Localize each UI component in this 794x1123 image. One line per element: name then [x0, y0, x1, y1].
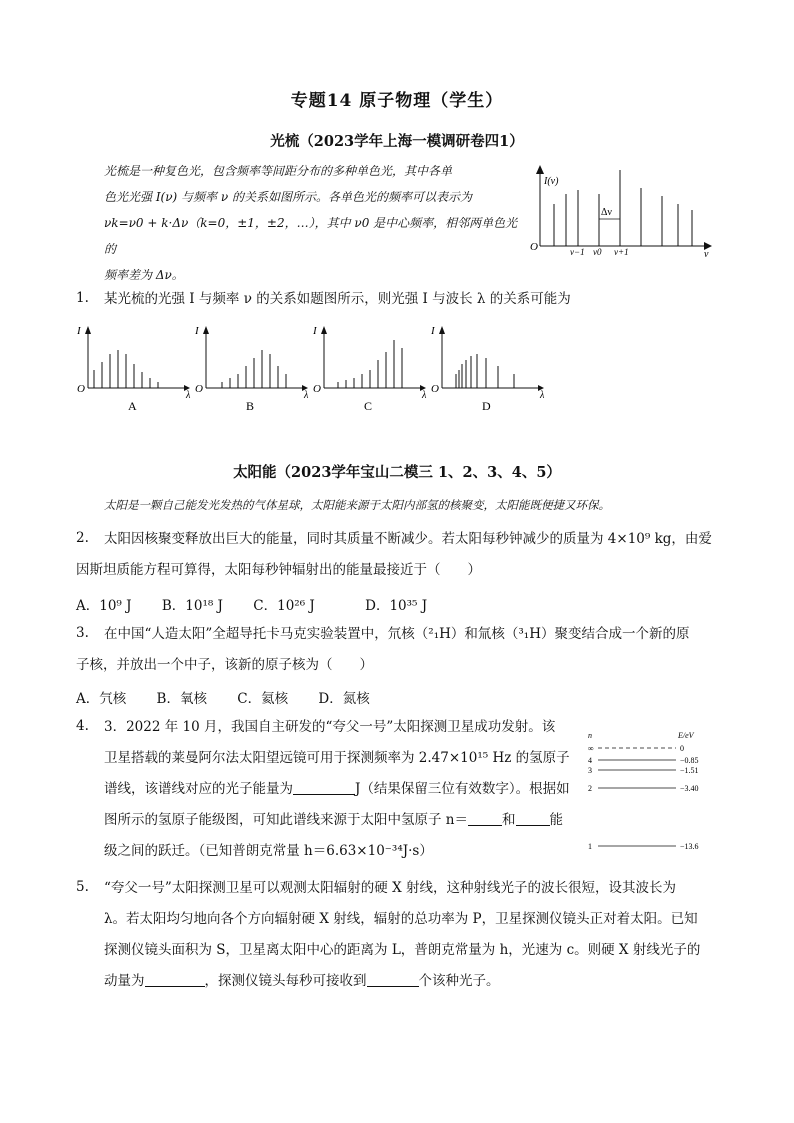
levels-e-header: E/eV	[678, 731, 694, 740]
x-axis-label: λ	[186, 390, 191, 401]
option-label: C	[364, 399, 373, 413]
tick-label: ν+1	[614, 247, 629, 257]
q1-text: 某光梳的光强 I 与频率 ν 的关系如题图所示，则光强 I 与波长 λ 的关系可能为	[104, 291, 571, 307]
option-label: D	[482, 399, 491, 413]
question-number: 1.	[76, 290, 89, 306]
q4-line4: 图所示的氢原子能级图，可知此谱线来源于太阳中氢原子 n＝ 和 能	[104, 812, 563, 828]
y-axis-label: I	[195, 325, 199, 337]
q5-line1: “夸父一号”太阳探测卫星可以观测太阳辐射的硬 X 射线，这种射线光子的波长很短，设其波长为	[104, 880, 676, 896]
question-number: 2.	[76, 530, 89, 546]
q5-line4: 动量为 ，探测仪镜头每秒可接收到 个该种光子。	[104, 973, 500, 989]
option-c[interactable]: C．10²⁶ J	[253, 598, 315, 614]
q3-line1: 在中国“人造太阳”全超导托卡马克实验装置中，氘核（²₁H）和氚核（³₁H）聚变结合成一个新的原	[104, 626, 690, 642]
q1-option-graphs	[76, 320, 545, 416]
option-d[interactable]: D．氮核	[318, 691, 370, 707]
comb-intro	[104, 158, 524, 288]
intro-line: 色光光强 I(ν) 与频率 ν 的关系如图所示。各单色光的频率可以表示为	[104, 190, 472, 204]
option-c[interactable]: C．氦核	[237, 691, 289, 707]
y-axis-label: I(ν)	[544, 176, 559, 187]
y-axis-label: I	[431, 325, 435, 337]
y-axis-label: I	[313, 325, 317, 337]
level-energy: −0.85	[680, 756, 699, 765]
q4-line2: 卫星搭载的莱曼阿尔法太阳望远镜可用于探测频率为 2.47×10¹⁵ Hz 的氢原子	[104, 750, 570, 766]
levels	[588, 744, 699, 851]
answer-blank[interactable]	[293, 780, 355, 795]
y-axis-arrow	[439, 326, 445, 334]
level-energy: −1.51	[680, 766, 699, 775]
q1-option-graph-b[interactable]	[194, 325, 309, 413]
intro-line: νk=ν0 + k·Δν（k=0，±1，±2，…），其中 ν0 是中心频率，相邻两单色光的	[104, 216, 518, 256]
level-n: 2	[588, 784, 592, 793]
level-n: 4	[588, 756, 592, 765]
section-heading-comb: 光梳（2023学年上海一模调研卷四1）	[270, 133, 524, 150]
q1-option-graph-c[interactable]	[312, 325, 427, 413]
origin-label: O	[530, 241, 538, 253]
y-axis-arrow	[203, 326, 209, 334]
option-d[interactable]: D．10³⁵ J	[365, 598, 428, 614]
y-axis-arrow	[536, 165, 544, 174]
level-energy: −13.6	[680, 842, 699, 851]
origin-label: O	[431, 383, 439, 395]
intro-line: 光梳是一种复色光，包含频率等间距分布的多种单色光，其中各单	[104, 164, 453, 178]
hydrogen-energy-level-diagram	[584, 728, 718, 854]
x-axis-label: λ	[304, 390, 309, 401]
intro-line: 频率差为 Δν。	[104, 268, 184, 282]
levels-n-header: n	[588, 731, 592, 740]
q3-options	[76, 687, 396, 707]
q1-option-graph-a[interactable]	[76, 325, 191, 413]
q5-line2: λ。若太阳均匀地向各个方向辐射硬 X 射线，辐射的总功率为 P，卫星探测仪镜头正对着太阳。已知	[104, 911, 698, 927]
y-axis-arrow	[321, 326, 327, 334]
answer-blank[interactable]	[367, 972, 419, 987]
level-n: ∞	[588, 744, 594, 753]
comb-spectrum-figure	[528, 162, 714, 258]
q2-line1: 太阳因核聚变释放出巨大的能量，同时其质量不断减少。若太阳每秒钟减少的质量为 4×10⁹ kg，由爱	[104, 531, 712, 547]
option-label: B	[246, 399, 255, 413]
option-label: A	[128, 399, 137, 413]
answer-blank[interactable]	[516, 811, 550, 826]
level-n: 1	[588, 842, 592, 851]
option-a[interactable]: A．氕核	[76, 691, 127, 707]
answer-blank[interactable]	[145, 972, 205, 987]
y-axis-label: I	[77, 325, 81, 337]
q4-line3: 谱线，该谱线对应的光子能量为 J（结果保留三位有效数字）。根据如	[104, 781, 570, 797]
q5-line3: 探测仪镜头面积为 S，卫星离太阳中心的距离为 L，普朗克常量为 h，光速为 c。则硬 X 射线光子的	[104, 942, 701, 958]
comb-lines	[554, 170, 692, 246]
question-number: 3.	[76, 625, 89, 641]
origin-label: O	[313, 383, 321, 395]
option-b[interactable]: B．氧核	[156, 691, 207, 707]
x-axis-label: λ	[422, 390, 427, 401]
x-axis-label: ν	[704, 249, 709, 260]
q4-line1: 3．2022 年 10 月，我国自主研发的“夸父一号”太阳探测卫星成功发射。该	[104, 719, 556, 735]
page-title: 专题14 原子物理（学生）	[290, 91, 504, 111]
q2-line2: 因斯坦质能方程可算得，太阳每秒钟辐射出的能量最接近于（ ）	[76, 562, 481, 578]
q2-options	[76, 594, 453, 614]
level-n: 3	[588, 766, 592, 775]
option-b[interactable]: B．10¹⁸ J	[161, 598, 223, 614]
tick-label: ν0	[593, 247, 602, 257]
solar-intro: 太阳是一颗自己能发光发热的气体星球，太阳能来源于太阳内部氢的核聚变，太阳能既便捷又环保。	[104, 498, 610, 512]
q1-option-graph-d[interactable]	[430, 325, 545, 413]
origin-label: O	[195, 383, 203, 395]
q4-line5: 级之间的跃迁。（已知普朗克常量 h＝6.63×10⁻³⁴J·s）	[104, 843, 433, 859]
option-a[interactable]: A．10⁹ J	[76, 598, 132, 614]
section-heading-solar: 太阳能（2023学年宝山二模三 1、2、3、4、5）	[233, 464, 561, 481]
q3-line2: 子核，并放出一个中子，该新的原子核为（ ）	[76, 657, 373, 673]
question-number: 4.	[76, 718, 89, 734]
level-energy: 0	[680, 744, 684, 753]
delta-label: Δν	[601, 207, 612, 218]
answer-blank[interactable]	[468, 811, 502, 826]
origin-label: O	[77, 383, 85, 395]
question-number: 5.	[76, 879, 89, 895]
x-axis-label: λ	[540, 390, 545, 401]
level-energy: −3.40	[680, 784, 699, 793]
q1-options	[76, 320, 545, 420]
tick-label: ν−1	[570, 247, 585, 257]
y-axis-arrow	[85, 326, 91, 334]
